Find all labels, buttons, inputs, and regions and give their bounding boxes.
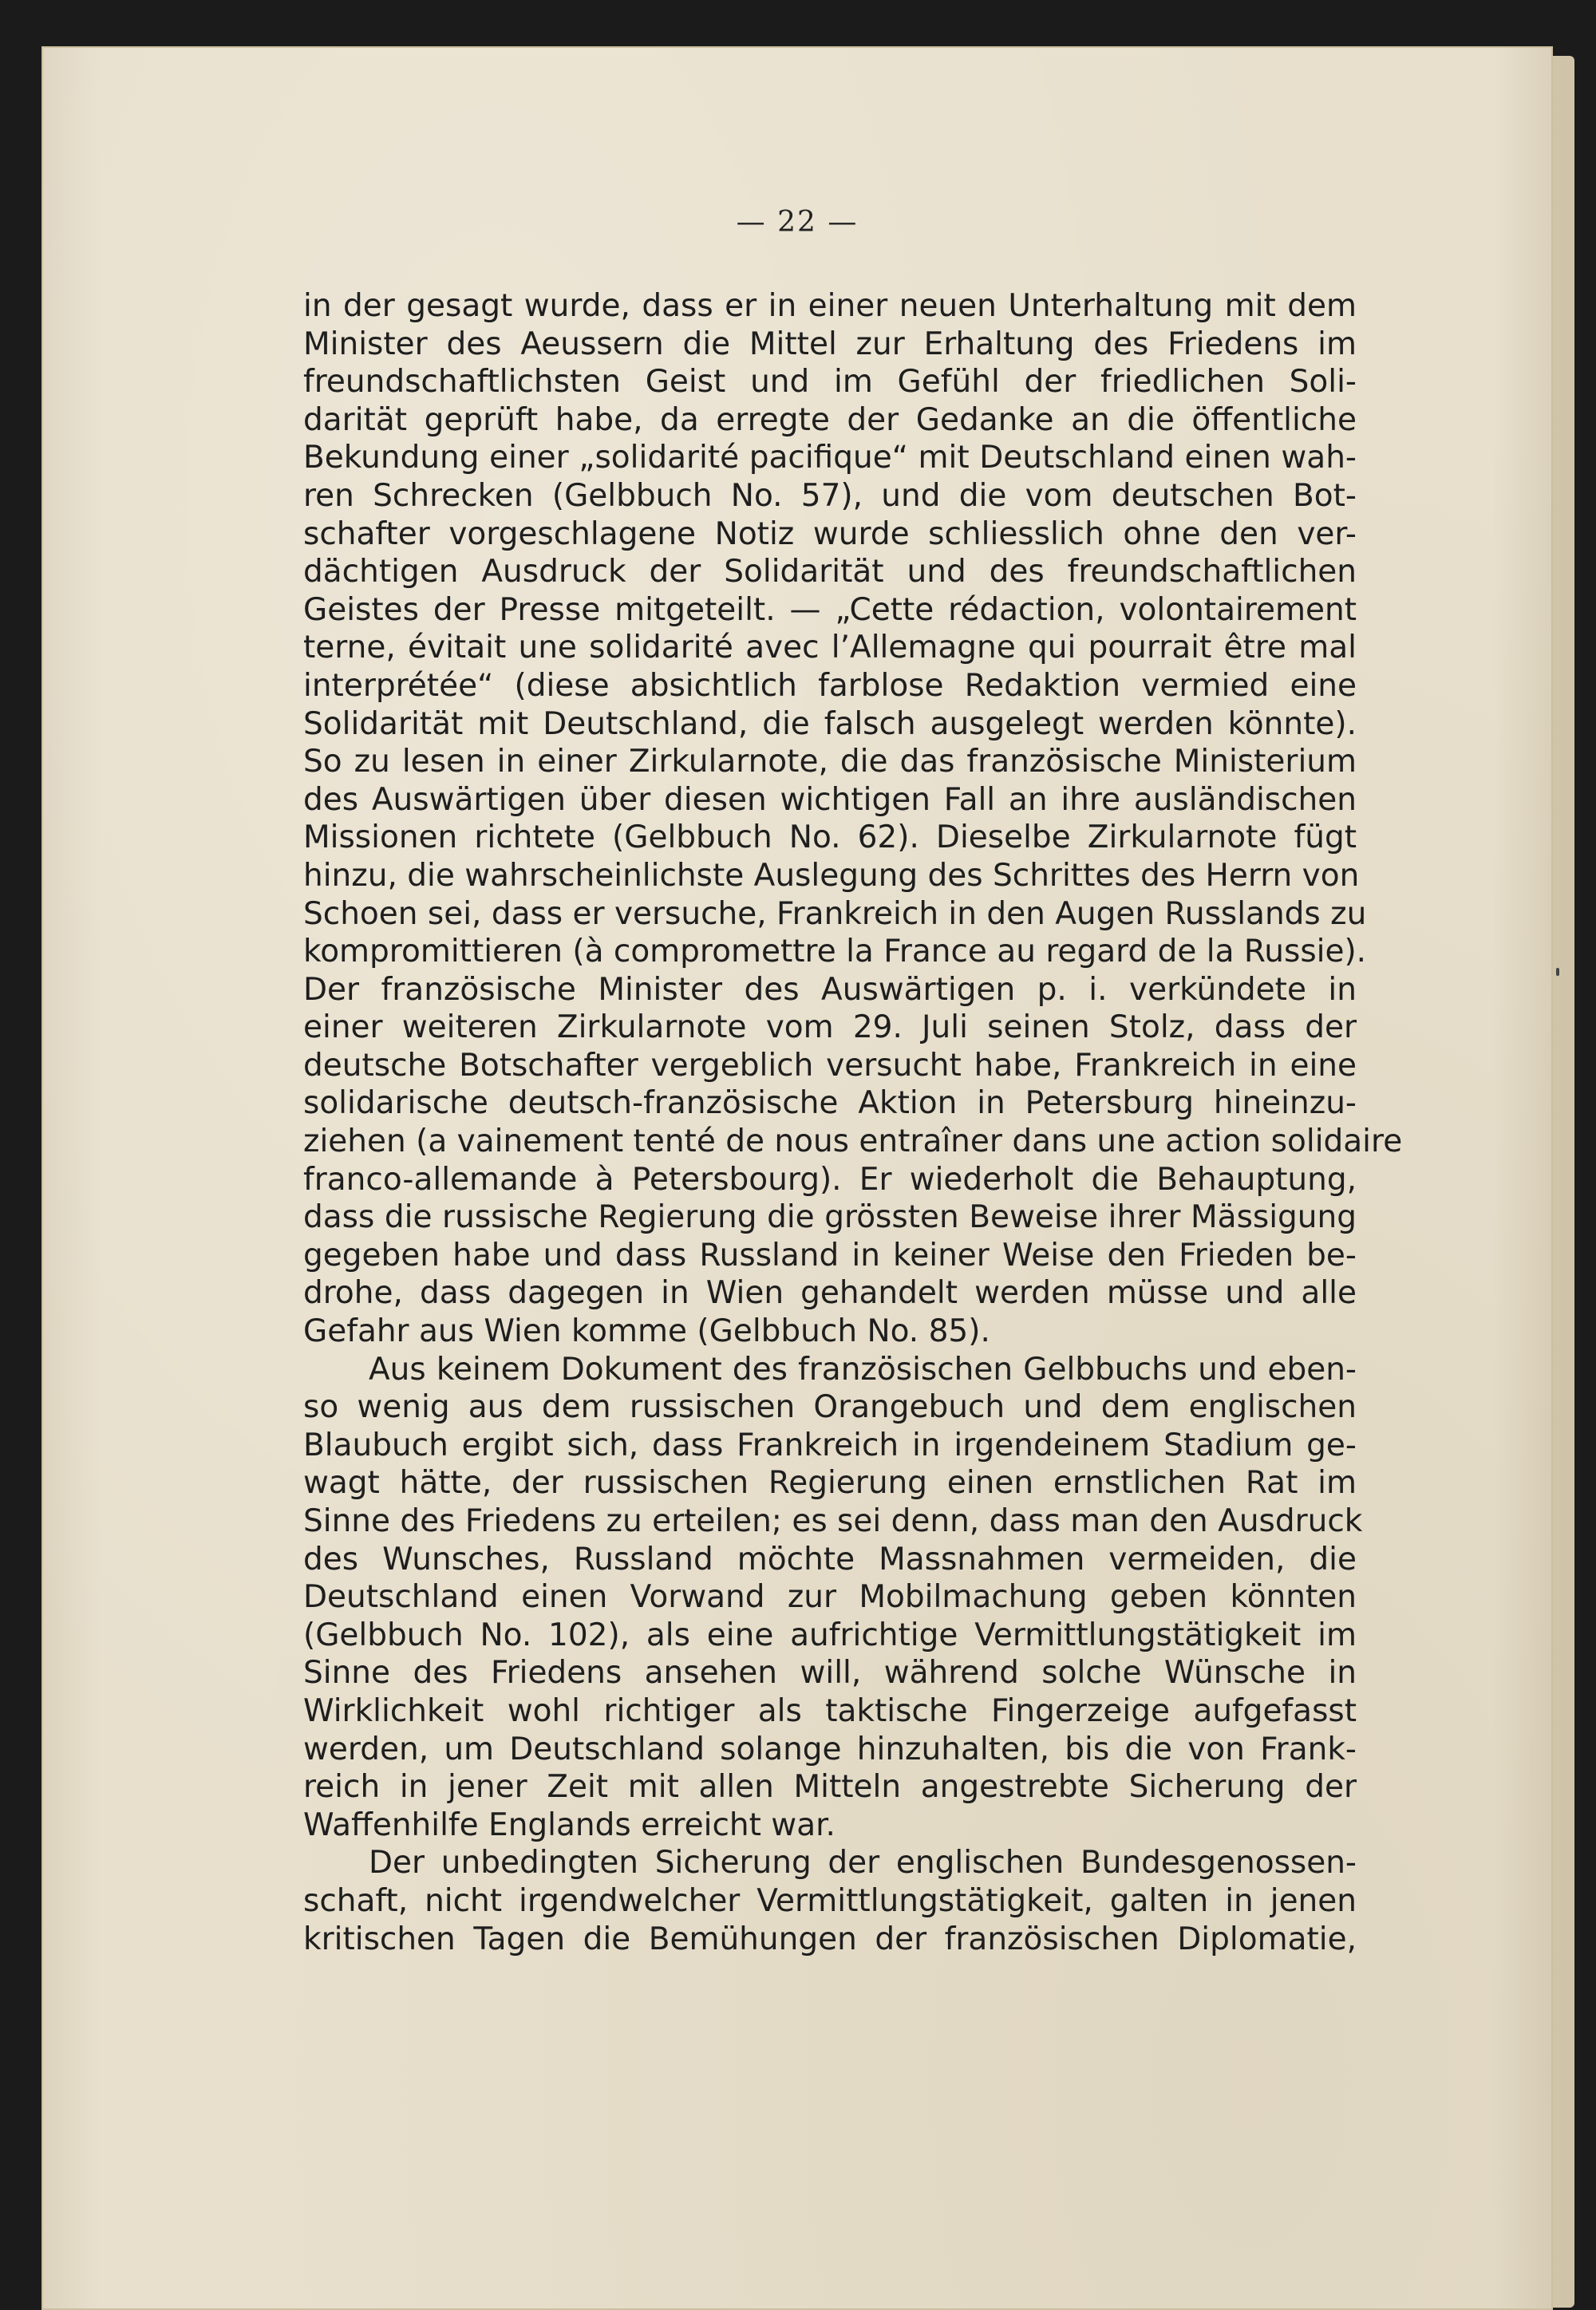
text-line: des Auswärtigen über diesen wichtigen Fall an ihre ausländischen (303, 781, 1357, 818)
text-line: (Gelbbuch No. 102), als eine aufrichtige Vermittlungstätigkeit im (303, 1617, 1357, 1653)
text-line: Schoen sei, dass er versuche, Frankreich in den Augen Russlands zu (303, 895, 1367, 932)
paragraph-end-line: Gefahr aus Wien komme (Gelbbuch No. 85). (303, 1313, 990, 1350)
ink-speck (1556, 968, 1559, 976)
text-line: Minister des Aeussern die Mittel zur Erhaltung des Friedens im (303, 326, 1357, 362)
text-line: Solidarität mit Deutschland, die falsch ausgelegt werden könnte). (303, 705, 1357, 742)
text-line: Deutschland einen Vorwand zur Mobilmachung geben könnten (303, 1579, 1357, 1616)
text-line: drohe, dass dagegen in Wien gehandelt werden müsse und alle (303, 1275, 1357, 1312)
text-line: franco-allemande à Petersbourg). Er wiederholt die Behauptung, (303, 1161, 1357, 1198)
text-line: Blaubuch ergibt sich, dass Frankreich in irgendeinem Stadium ge- (303, 1427, 1357, 1463)
text-line: gegeben habe und dass Russland in keiner Weise den Frieden be- (303, 1237, 1357, 1273)
text-line: Wirklichkeit wohl richtiger als taktische Fingerzeige aufgefasst (303, 1692, 1357, 1729)
text-line: kritischen Tagen die Bemühungen der französischen Diplomatie, (303, 1921, 1357, 1957)
text-line: wagt hätte, der russischen Regierung einen ernstlichen Rat im (303, 1465, 1357, 1502)
paragraph-end-line: Waffenhilfe Englands erreicht war. (303, 1807, 836, 1843)
text-line: freundschaftlichsten Geist und im Gefühl der friedlichen Soli- (303, 364, 1357, 401)
paragraph-start-line: Aus keinem Dokument des französischen Gelbbuchs und eben- (369, 1351, 1357, 1388)
text-line: dass die russische Regierung die grössten Beweise ihrer Mässigung (303, 1199, 1357, 1236)
text-line: deutsche Botschafter vergeblich versucht habe, Frankreich in eine (303, 1047, 1357, 1084)
text-line: solidarische deutsch-französische Aktion in Petersburg hineinzu- (303, 1085, 1357, 1122)
text-line: Geistes der Presse mitgeteilt. — „Cette rédaction, volontairement (303, 591, 1357, 628)
text-line: Bekundung einer „solidarité pacifique“ mit Deutschland einen wah- (303, 440, 1357, 476)
text-line: Missionen richtete (Gelbbuch No. 62). Dieselbe Zirkularnote fügt (303, 819, 1357, 856)
text-line: schafter vorgeschlagene Notiz wurde schliesslich ohne den ver- (303, 515, 1357, 552)
text-line: darität geprüft habe, da erregte der Gedanke an die öffentliche (303, 401, 1357, 438)
text-line: in der gesagt wurde, dass er in einer neuen Unterhaltung mit dem (303, 288, 1357, 324)
text-line: einer weiteren Zirkularnote vom 29. Juli seinen Stolz, dass der (303, 1009, 1357, 1046)
text-line: hinzu, die wahrscheinlichste Auslegung des Schrittes des Herrn von (303, 857, 1360, 894)
text-line: schaft, nicht irgendwelcher Vermittlungstätigkeit, galten in jenen (303, 1882, 1357, 1919)
text-line: Sinne des Friedens zu erteilen; es sei denn, dass man den Ausdruck (303, 1503, 1363, 1539)
page-number: — 22 — (736, 206, 859, 239)
text-line: so wenig aus dem russischen Orangebuch und dem englischen (303, 1389, 1357, 1426)
text-line: Der französische Minister des Auswärtigen p. i. verkündete in (303, 971, 1357, 1008)
text-line: interprétée“ (diese absichtlich farblose Redaktion vermied eine (303, 667, 1357, 704)
text-line: ren Schrecken (Gelbbuch No. 57), und die vom deutschen Bot- (303, 477, 1357, 514)
text-line: terne, évitait une solidarité avec l’Allemagne qui pourrait être mal (303, 630, 1357, 666)
text-line: So zu lesen in einer Zirkularnote, die das französische Ministerium (303, 744, 1357, 780)
text-line: dächtigen Ausdruck der Solidarität und des freundschaftlichen (303, 554, 1357, 590)
text-line: des Wunsches, Russland möchte Massnahmen vermeiden, die (303, 1541, 1357, 1578)
text-line: kompromittieren (à compromettre la France au regard de la Russie). (303, 934, 1367, 970)
text-line: reich in jener Zeit mit allen Mitteln angestrebte Sicherung der (303, 1769, 1357, 1806)
paragraph-start-line: Der unbedingten Sicherung der englischen Bundesgenossen- (369, 1845, 1357, 1882)
body-text (303, 287, 1403, 1958)
text-line: Sinne des Friedens ansehen will, während solche Wünsche in (303, 1655, 1357, 1692)
text-line: ziehen (a vainement tenté de nous entraîner dans une action solidaire (303, 1123, 1403, 1160)
text-line: werden, um Deutschland solange hinzuhalten, bis die von Frank- (303, 1731, 1357, 1767)
